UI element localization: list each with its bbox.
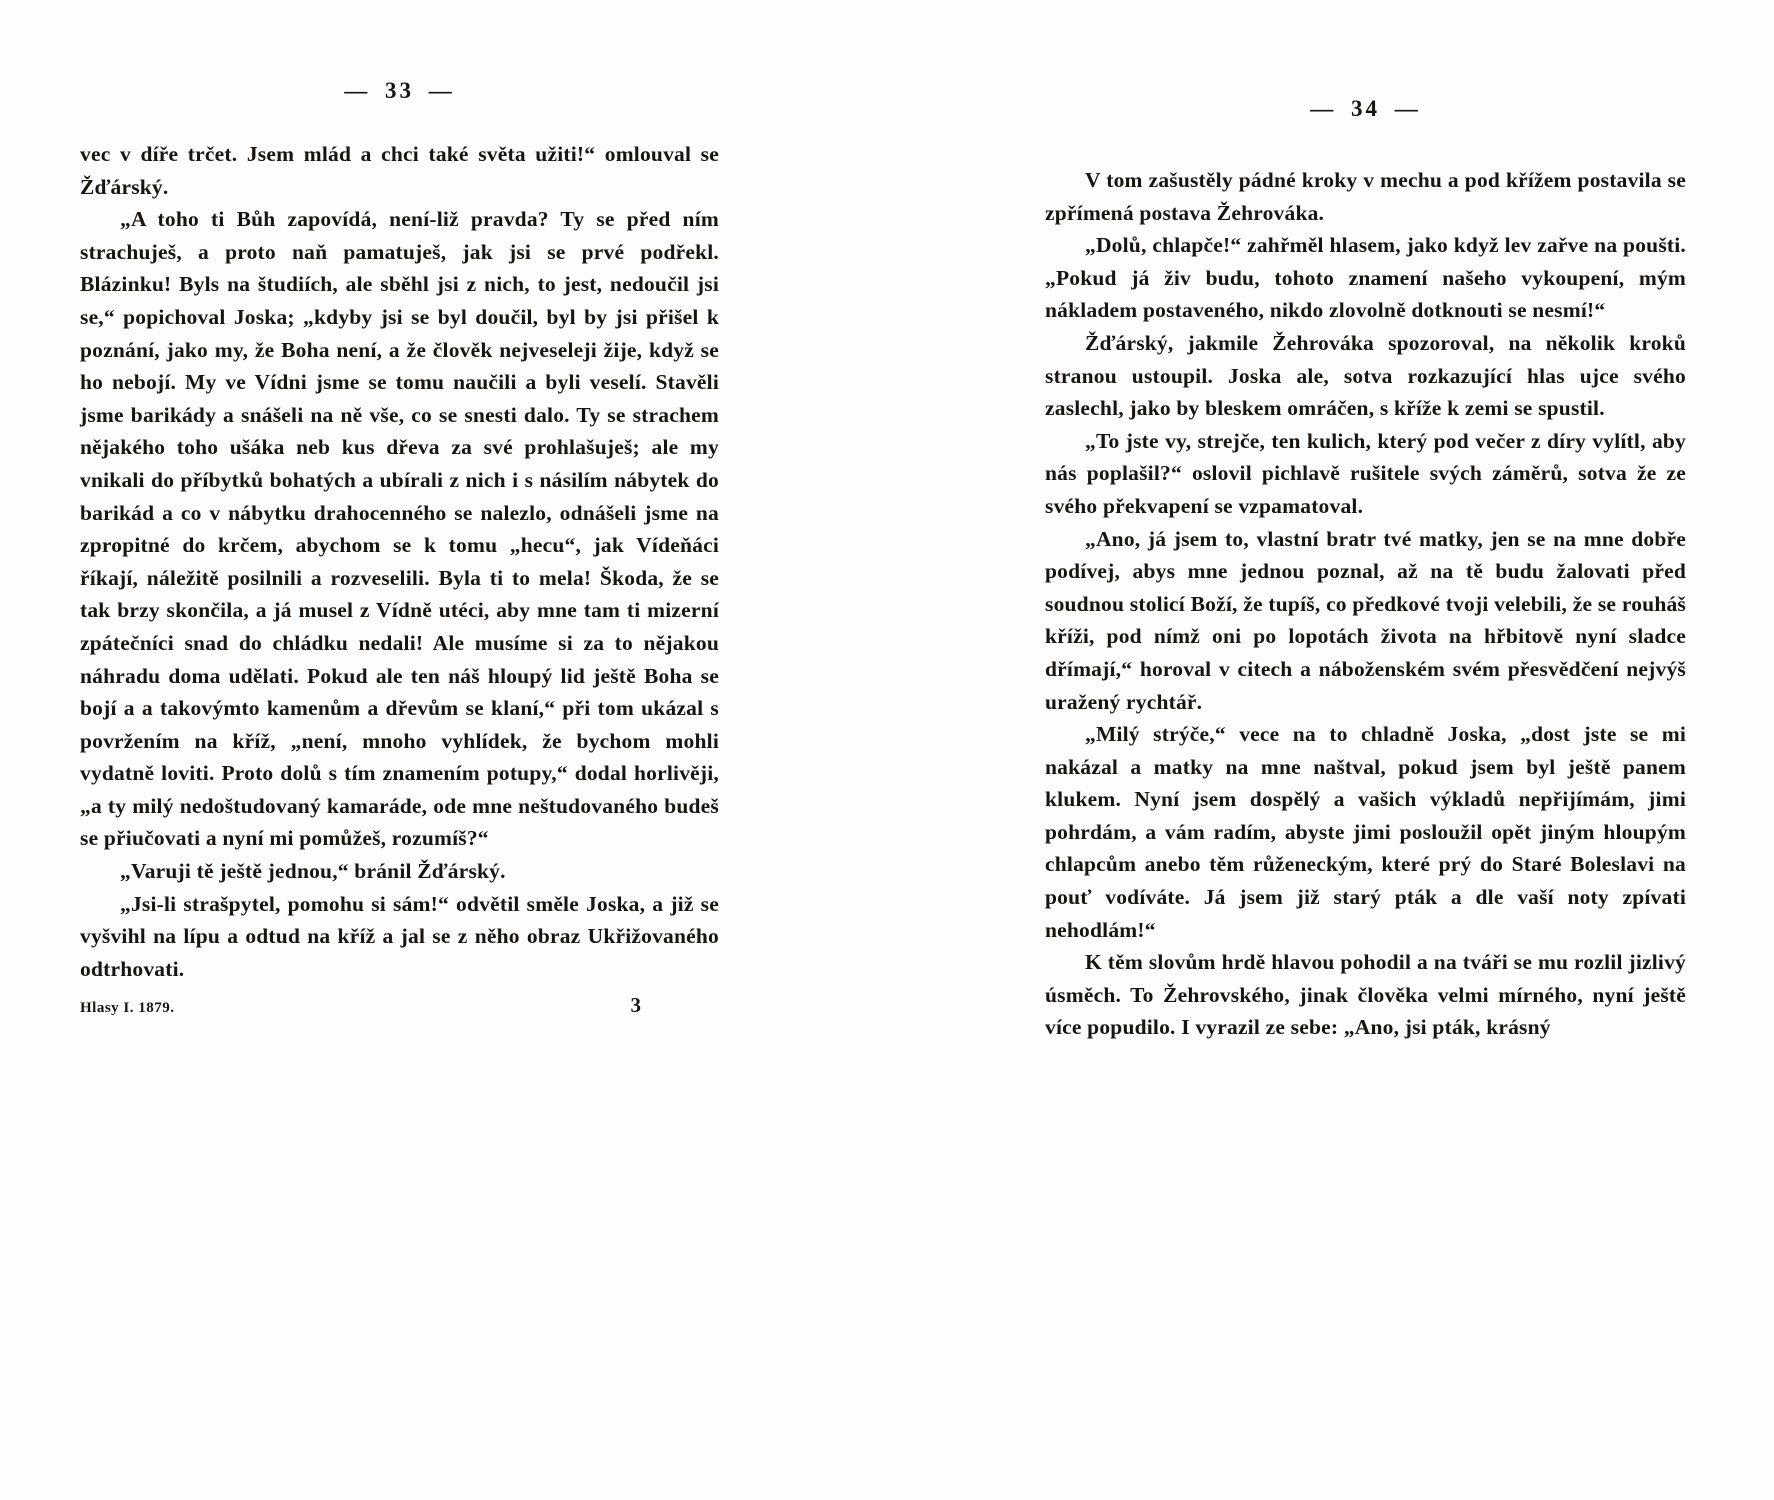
paragraph: V tom zašustěly pádné kroky v mechu a pod křížem postavila se zpřímená postava Žehrováka. <box>1045 168 1686 225</box>
page-number-right: — 34 — <box>1310 96 1421 121</box>
paragraph: „Ano, já jsem to, vlastní bratr tvé matky, jen se na mne dobře podívej, abys mne jednou poznal, až na tě budu žalovati před soudnou stolicí Boží, že tupíš, co předkové tvoji velebili, že se rouháš kříži, pod nímž oni po lopotách života na hřbitově nyní sladce dřímají,“ horoval v citech a náboženském svém přesvědčení nejvýš uražený rychtář. <box>1045 526 1686 714</box>
paragraph: vec v díře trčet. Jsem mlád a chci také světa užiti!“ omlouval se Žďárský. <box>80 142 719 199</box>
paragraph: „Dolů, chlapče!“ zahřměl hlasem, jako když lev zařve na poušti. „Pokud já živ budu, tohoto znamení našeho vykoupení, mým nákladem postaveného, nikdo zlovolně dotknouti se nesmí!“ <box>1045 233 1686 323</box>
page-footer <box>80 993 719 1018</box>
signature-mark: 3 <box>630 993 641 1018</box>
paragraph: „Jsi-li strašpytel, pomohu si sám!“ odvětil směle Joska, a již se vyšvihl na lípu a odtud na kříž a jal se z něho obraz Ukřižovaného odtrhovati. <box>80 891 719 981</box>
paragraph: „Milý strýče,“ vece na to chladně Joska, „dost jste se mi nakázal a matky na mne naštval, pokud jsem byl ještě panem klukem. Nyní jsem dospělý a vašich výkladů nepřijímám, jimi pohrdám, a vám radím, abyste jimi posloužil opět jiným hloupým chlapcům anebo těm růženeckým, které prý do Staré Boleslavi na pouť vodíváte. Já jsem již starý pták a dle vaší noty zpívati nehodlám!“ <box>1045 722 1686 942</box>
paragraph: Žďárský, jakmile Žehrováka spozoroval, na několik kroků stranou ustoupil. Joska ale, sotva rozkazující hlas ujce svého zaslechl, jako by bleskem omráčen, s kříže k zemi se spustil. <box>1045 330 1686 421</box>
page-number-left: — 33 — <box>344 78 455 103</box>
imprint-text: Hlasy I. 1879. <box>80 1000 175 1017</box>
page-34 <box>887 0 1774 1500</box>
paragraph: „A toho ti Bůh zapovídá, není-liž pravda? Ty se před ním strachuješ, a proto naň pamatuješ, jak jsi se prvé podřekl. Blázinku! Byls na študiích, ale sběhl jsi z nich, to jest, nedoučil jsi se,“ popichoval Joska; „kdyby jsi se byl doučil, byl by jsi přišel k poznání, jako my, že Boha není, a že člověk nejveseleji žije, když se ho nebojí. My ve Vídni jsme se tomu naučili a byli veselí. Stavěli jsme barikády a snášeli na ně vše, co se snesti dalo. Ty se strachem nějakého toho ušáka neb kus dřeva za své prohlašuješ; ale my vnikali do příbytků bohatých a ubírali z nich i s násilím nábytek do barikád a co v nábytku drahocenného se nalezlo, odnášeli jsme na zpropitné do krčem, abychom se k tomu „hecu“, jak Vídeňáci říkají, náležitě posilnili a rozveselili. Byla ti to mela! Škoda, že se tak brzy skončila, a já musel z Vídně utéci, aby mne tam ti mizerní zpátečníci snad do chládku nedali! Ale musíme si za to nějakou náhradu doma udělati. Pokud ale ten náš hloupý lid ještě Boha se bojí a a takovýmto kamenům a dřevům se klaní,“ při tom ukázal s povržením na kříž, „není, mnoho vyhlídek, že bychom mohli vydatně loviti. Proto dolů s tím znamením potupy,“ dodal horlivěji, „a ty milý nedoštudovaný kamaráde, ode mne neštudovaného budeš se přiučovati a nyní mi pomůžeš, rozumíš?“ <box>80 207 719 851</box>
paragraph: „Varuji tě ještě jednou,“ bránil Žďárský. <box>120 859 506 884</box>
paragraph: „To jste vy, strejče, ten kulich, který pod večer z díry vylítl, aby nás poplašil?“ oslovil pichlavě rušitele svých záměrů, sotva že ze svého překvapení se vzpamatoval. <box>1045 428 1686 518</box>
paragraph: K těm slovům hrdě hlavou pohodil a na tváři se mu rozlil jizlivý úsměch. To Žehrovského, jinak člověka velmi mírného, nyní ještě více popudilo. I vyrazil ze sebe: „Ano, jsi pták, krásný <box>1045 950 1686 1040</box>
